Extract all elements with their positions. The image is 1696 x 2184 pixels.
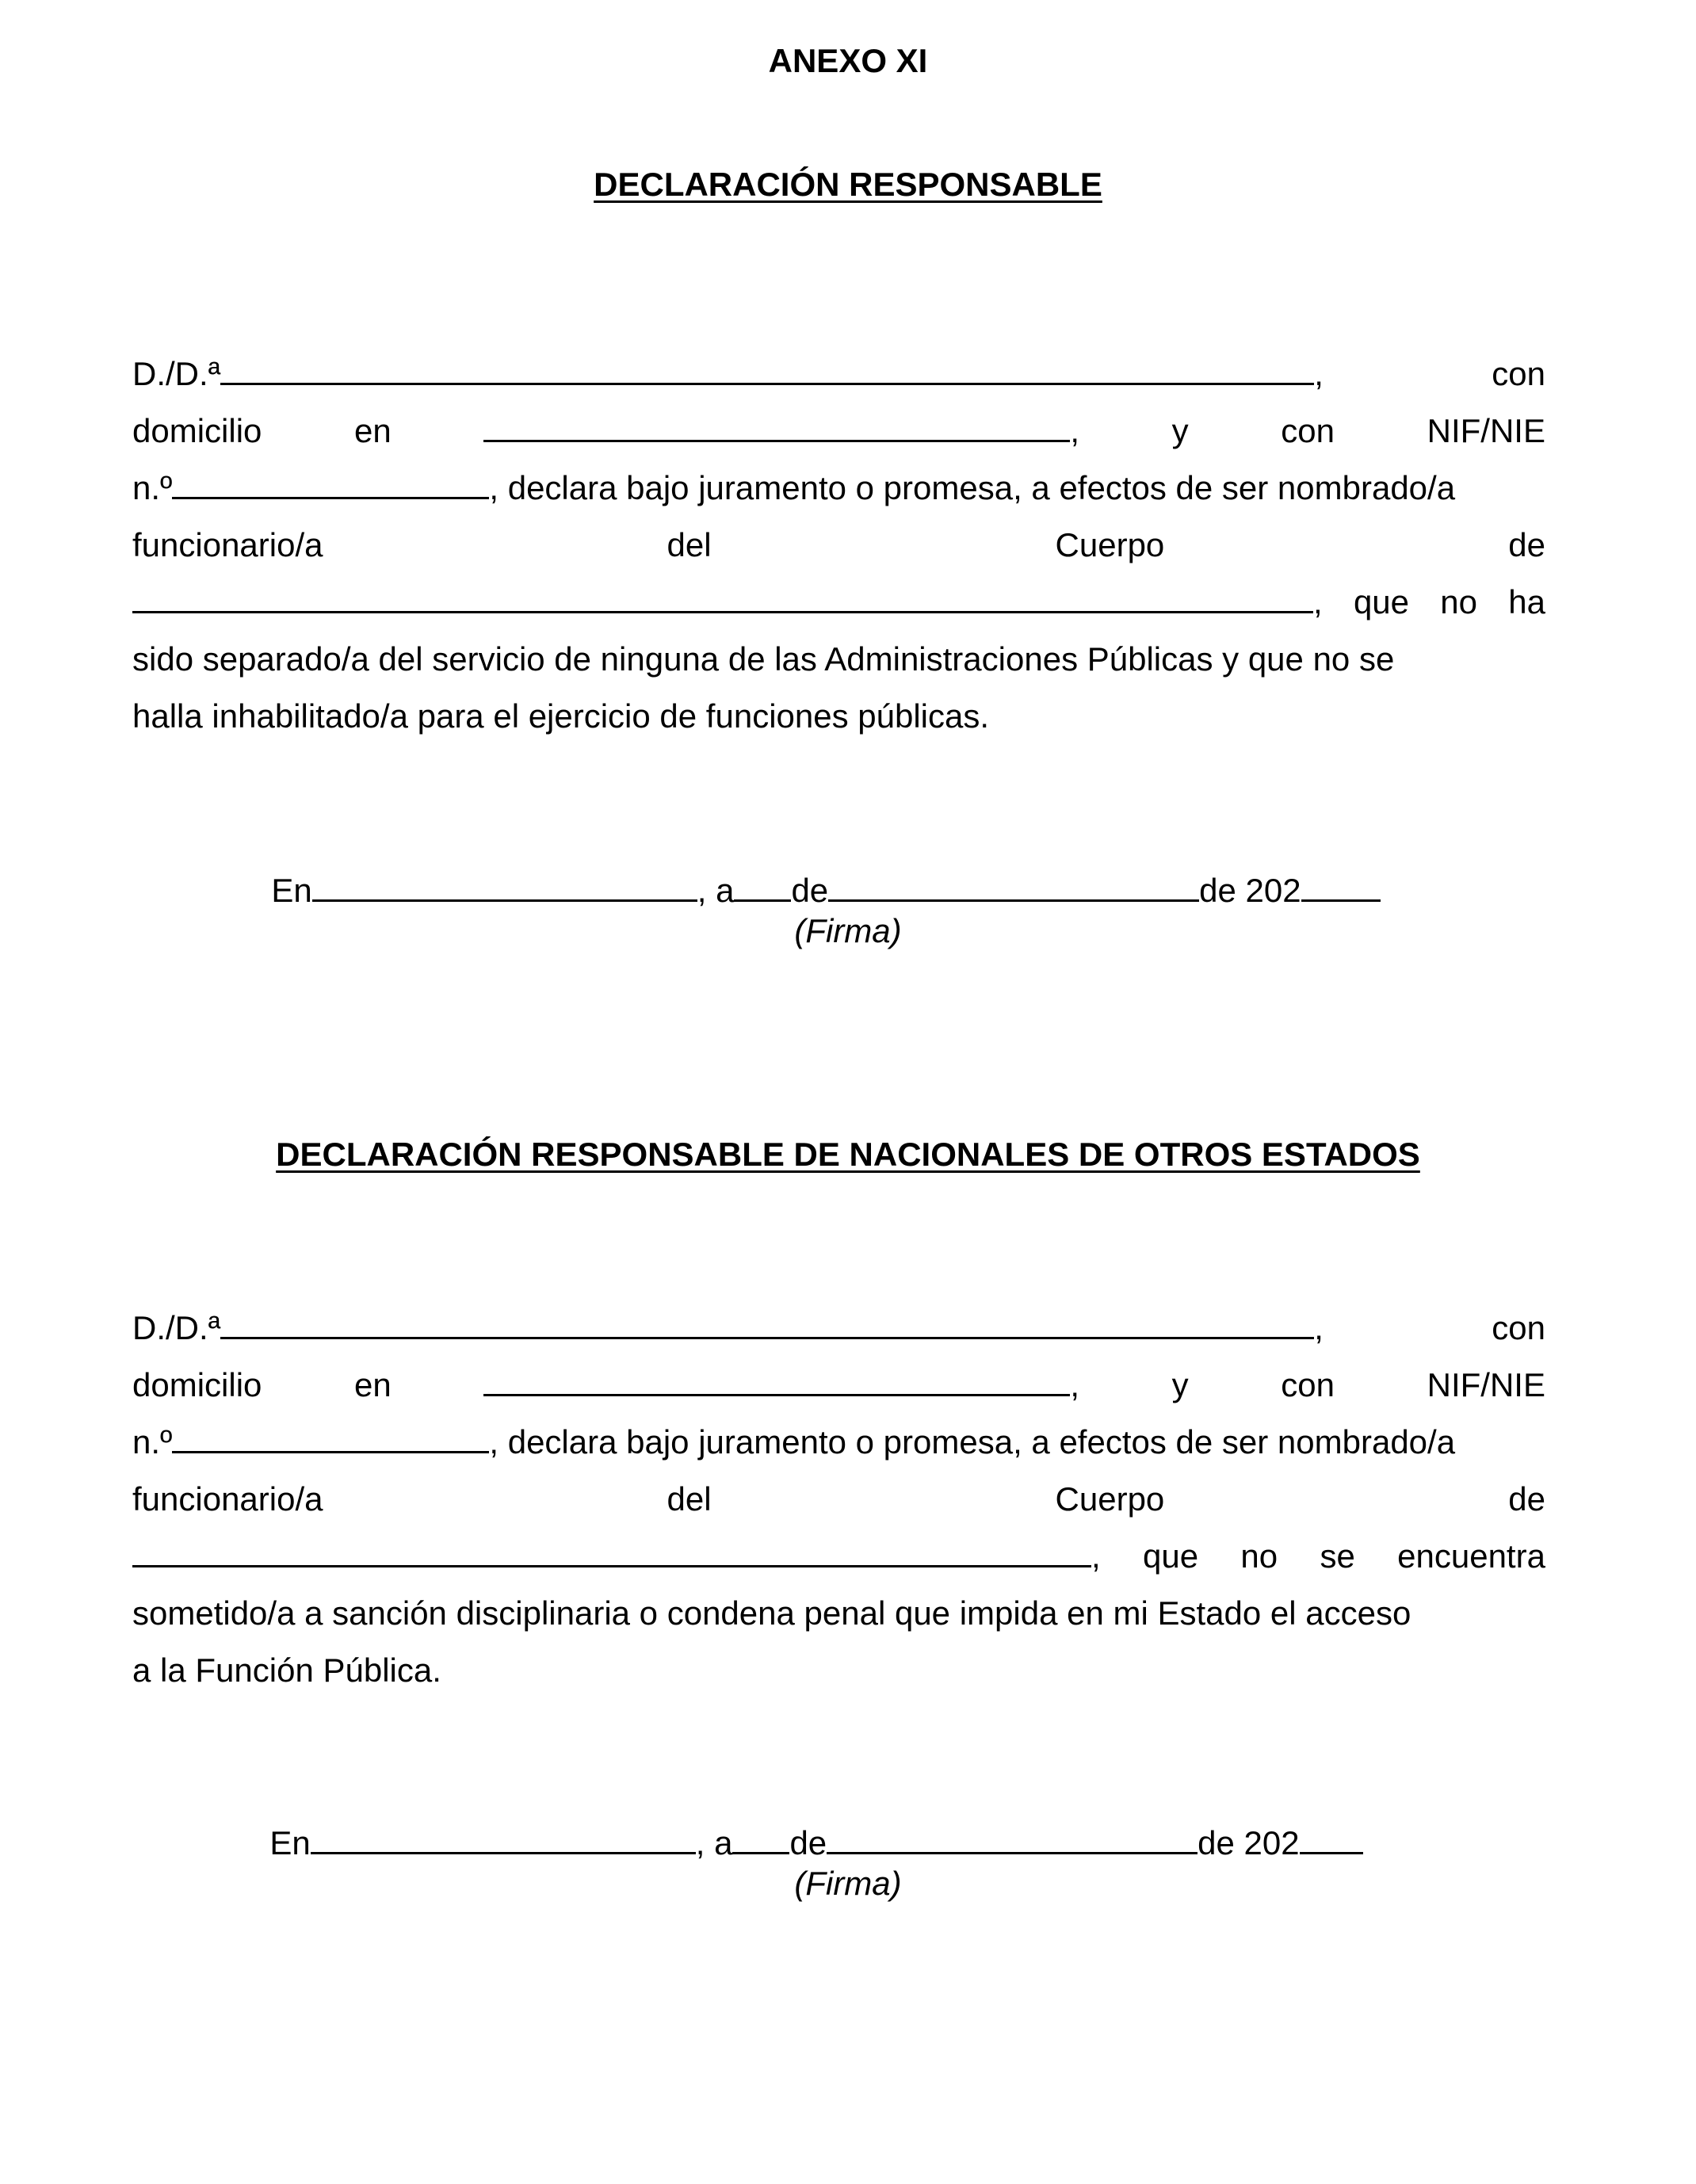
section1-heading: DECLARACIÓN RESPONSABLE xyxy=(594,166,1102,203)
s2-line4: funcionario/a del Cuerpo de xyxy=(132,1480,1545,1518)
s2-place-date: En , a de de 202 xyxy=(0,1819,1664,1867)
s1-line1: D./D.ª , con xyxy=(132,346,1545,403)
s2-day-field[interactable] xyxy=(732,1822,789,1854)
s2-line7: a la Función Pública. xyxy=(132,1651,441,1689)
s2-month-field[interactable] xyxy=(827,1822,1198,1854)
s1-address-field[interactable] xyxy=(483,410,1070,442)
s2-nif-field[interactable] xyxy=(172,1421,489,1453)
s2-year-field[interactable] xyxy=(1300,1822,1363,1854)
s1-line3: n.º , declara bajo juramento o promesa, a efectos de ser nombrado/a xyxy=(132,460,1545,517)
s1-signature-label: (Firma) xyxy=(794,912,902,949)
annex-title: ANEXO XI xyxy=(768,42,928,79)
s1-day-field[interactable] xyxy=(734,869,791,902)
s1-line2: domicilio en , y con NIF/NIE xyxy=(132,403,1545,460)
s2-line2: domicilio en , y con NIF/NIE xyxy=(132,1357,1545,1414)
s1-year-field[interactable] xyxy=(1301,869,1381,902)
s2-line6: sometido/a a sanción disciplinaria o condena penal que impida en mi Estado el acceso xyxy=(132,1594,1411,1632)
s1-line7: halla inhabilitado/a para el ejercicio de funciones públicas. xyxy=(132,697,990,735)
section2-heading: DECLARACIÓN RESPONSABLE DE NACIONALES DE OTROS ESTADOS xyxy=(276,1136,1420,1173)
s1-month-field[interactable] xyxy=(828,869,1199,902)
s2-line1: D./D.ª , con xyxy=(132,1300,1545,1357)
s1-name-field[interactable] xyxy=(220,353,1314,385)
s2-place-field[interactable] xyxy=(311,1822,696,1854)
s1-place-field[interactable] xyxy=(312,869,697,902)
s2-line5: , que no se encuentra xyxy=(132,1528,1545,1585)
s1-line4: funcionario/a del Cuerpo de xyxy=(132,526,1545,563)
s1-place-date: En , a de de 202 xyxy=(0,867,1674,914)
s1-cuerpo-field[interactable] xyxy=(132,581,1313,613)
s2-line3: n.º , declara bajo juramento o promesa, a efectos de ser nombrado/a xyxy=(132,1414,1545,1471)
s2-name-field[interactable] xyxy=(220,1307,1314,1339)
s1-nif-field[interactable] xyxy=(172,467,489,499)
s2-address-field[interactable] xyxy=(483,1364,1070,1396)
s1-line6: sido separado/a del servicio de ninguna de las Administraciones Públicas y que no se xyxy=(132,640,1395,678)
s2-signature-label: (Firma) xyxy=(794,1865,902,1902)
s2-cuerpo-field[interactable] xyxy=(132,1535,1091,1567)
s1-line5: , que no ha xyxy=(132,574,1545,631)
